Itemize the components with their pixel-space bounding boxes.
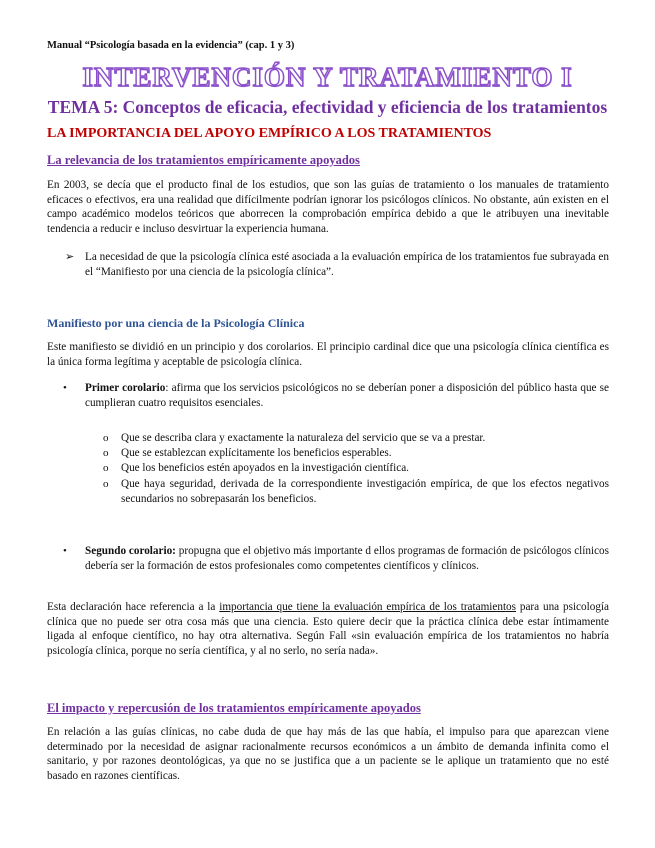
section3-heading: El impacto y repercusión de los tratamientos empíricamente apoyados [47,701,421,715]
document-header: Manual “Psicología basada en la evidencia” (cap. 1 y 3) [47,40,295,51]
requisito-text: Que se establezcan explícitamente los beneficios esperables. [121,447,392,459]
requisito-item [103,431,609,446]
section1-heading: La relevancia de los tratamientos empíricamente apoyados [47,153,360,167]
corolario1-text: : afirma que los servicios psicológicos no se deberían poner a disposición del público hasta que se cumplieran cuatro requisitos esenciales. [85,382,609,409]
section1-arrow-text: La necesidad de que la psicología clínica esté asociada a la evaluación empírica de los tratamientos fue subrayada en el “Manifiesto por una ciencia de la psicología clínica”. [85,251,609,278]
para2-underlined: importancia que tiene la evaluación empírica de los tratamientos [219,601,517,613]
section-main-heading: LA IMPORTANCIA DEL APOYO EMPÍRICO A LOS TRATAMIENTOS [47,126,492,141]
para2-start: Esta declaración hace referencia a la [47,601,220,613]
requisito-text: Que se describa clara y exactamente la naturaleza del servicio que se va a prestar. [121,432,486,444]
section1-paragraph: En 2003, se decía que el producto final de los estudios, que son las guías de tratamiento o los manuales de tratamiento eficaces o efectivos, era una realidad que difícilmente podrían ignorar los psicólogos clínicos. No obstante, aún existen en el campo académico modelos teóricos que aborrecen la comprobación empírica debido a que le atribuyen una inevitable tendencia a reducir e incluso desvirtuar la experiencia humana. [47,179,609,235]
para2-end: para una psicología clínica que no puede ser otra cosa más que una ciencia. Esto quiere decir que la práctica clínica debe estar íntimamente ligada al enfoque científico, no hay otra alternativa. Según Fall «sin evaluación empírica de los tratamientos no habría psicología clínica, porque no sería científica, y al no serlo, no sería nada». [47,601,609,657]
circle-bullet-icon: o [103,462,109,474]
section2-paragraph-2 [47,600,609,658]
document-title: INTERVENCIÓN Y TRATAMIENTO I [82,62,573,92]
corolario1-item [63,381,609,410]
requisito-item [103,461,609,476]
bullet-icon: • [63,545,67,557]
requisito-text: Que haya seguridad, derivada de la correspondiente investigación empírica, de que los efectos negativos secundarios no sobrepasarán los beneficios. [121,478,609,505]
section3-paragraph: En relación a las guías clínicas, no cabe duda de que hay más de las que había, el impulso para que aparezcan viene determinado por la necesidad de asignar racionalmente recursos económicos a un ámbito de demanda infinita como el sanitario, y por razones deontológicas, ya que no se justifica que a un paciente se le aplique un tratamiento que no esté basado en razones científicas. [47,726,609,782]
section2-paragraph: Este manifiesto se dividió en un principio y dos corolarios. El principio cardinal dice que una psicología clínica científica es la única forma legítima y aceptable de psicología clínica. [47,341,609,368]
requisito-text: Que los beneficios estén apoyados en la investigación científica. [121,462,409,474]
corolario2-text: propugna que el objetivo más importante d ellos programas de formación de psicólogos clínicos debería ser la formación de estos profesionales como competentes científicos y clínicos. [85,545,609,572]
section2-heading: Manifiesto por una ciencia de la Psicología Clínica [47,316,305,330]
circle-bullet-icon: o [103,432,109,444]
arrow-bullet-icon: ➢ [65,251,75,263]
circle-bullet-icon: o [103,478,109,490]
circle-bullet-icon: o [103,447,109,459]
requisito-item [103,446,609,461]
requisito-item [103,477,609,506]
document-subtitle: TEMA 5: Conceptos de eficacia, efectividad y eficiencia de los tratamientos [47,97,608,117]
bullet-icon: • [63,382,67,394]
section1-arrow-item [65,250,609,279]
corolario2-item [63,544,609,573]
corolario1-label: Primer corolario [85,382,166,394]
corolario2-label: Segundo corolario: [85,545,176,557]
